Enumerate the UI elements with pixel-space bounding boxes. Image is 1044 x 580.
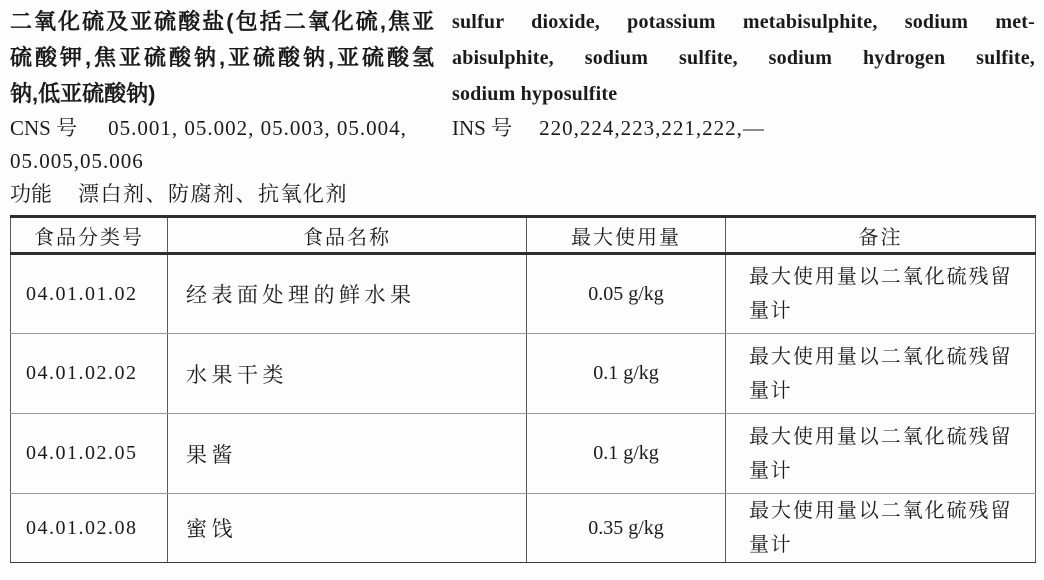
additive-name-cn-line: 钠,低亚硫酸钠) [10,81,156,106]
cns-number-continuation [10,145,434,178]
table-row [11,334,1036,414]
table-row [11,494,1036,563]
additive-name-en-line: abisulphite, sodium sulfite, sodium hydrogen sulfite, [452,47,1035,69]
header-max-use-level: 最大使用量 [527,217,726,254]
food-name: 蜜饯 [168,494,527,563]
remark: 最大使用量以二氧化硫残留量计 [726,254,1036,334]
table-row [11,254,1036,334]
food-name: 水果干类 [168,334,527,414]
cns-number-line [10,112,434,145]
function-label: 功能 [10,182,52,206]
header-left-column [10,4,434,211]
additive-name-cn-line: 二氧化硫及亚硫酸盐(包括二氧化硫,焦亚 [10,9,434,34]
remark: 最大使用量以二氧化硫残留量计 [726,414,1036,494]
cns-label: CNS 号 [10,116,78,140]
function-value: 漂白剂、防腐剂、抗氧化剂 [78,182,348,206]
remark: 最大使用量以二氧化硫残留量计 [726,494,1036,563]
header-row [11,217,1036,254]
cns-value-line2: 05.005,05.006 [10,149,144,173]
header-food-name: 食品名称 [168,217,527,254]
food-category-code: 04.01.02.08 [11,494,168,563]
max-use-level: 0.35 g/kg [527,494,726,563]
max-use-level: 0.1 g/kg [527,334,726,414]
max-use-level: 0.1 g/kg [527,414,726,494]
additive-name-cn-line: 硫酸钾,焦亚硫酸钠,亚硫酸钠,亚硫酸氢 [10,45,434,70]
header-remark: 备注 [726,217,1036,254]
food-category-code: 04.01.01.02 [11,254,168,334]
additive-name-en [452,4,1035,112]
ins-label: INS 号 [452,116,513,140]
additive-name-en-line: sodium hyposulfite [452,83,618,105]
function-line [10,178,434,211]
cns-value-line1: 05.001, 05.002, 05.003, 05.004, [108,116,407,140]
additive-name-en-line: sulfur dioxide, potassium metabisulphite, sodium met- [452,11,1035,33]
header-food-category-code: 食品分类号 [11,217,168,254]
table-row [11,414,1036,494]
ins-number-line [452,112,1035,145]
usage-table-header [11,217,1036,254]
food-name: 果酱 [168,414,527,494]
max-use-level: 0.05 g/kg [527,254,726,334]
additive-header-block [10,4,1035,211]
usage-table-body [11,254,1036,563]
header-right-column [452,4,1035,145]
food-name: 经表面处理的鲜水果 [168,254,527,334]
usage-limit-table [10,215,1036,563]
ins-value: 220,224,223,221,222,— [539,116,765,140]
remark: 最大使用量以二氧化硫残留量计 [726,334,1036,414]
food-category-code: 04.01.02.05 [11,414,168,494]
food-category-code: 04.01.02.02 [11,334,168,414]
additive-name-cn [10,4,434,112]
